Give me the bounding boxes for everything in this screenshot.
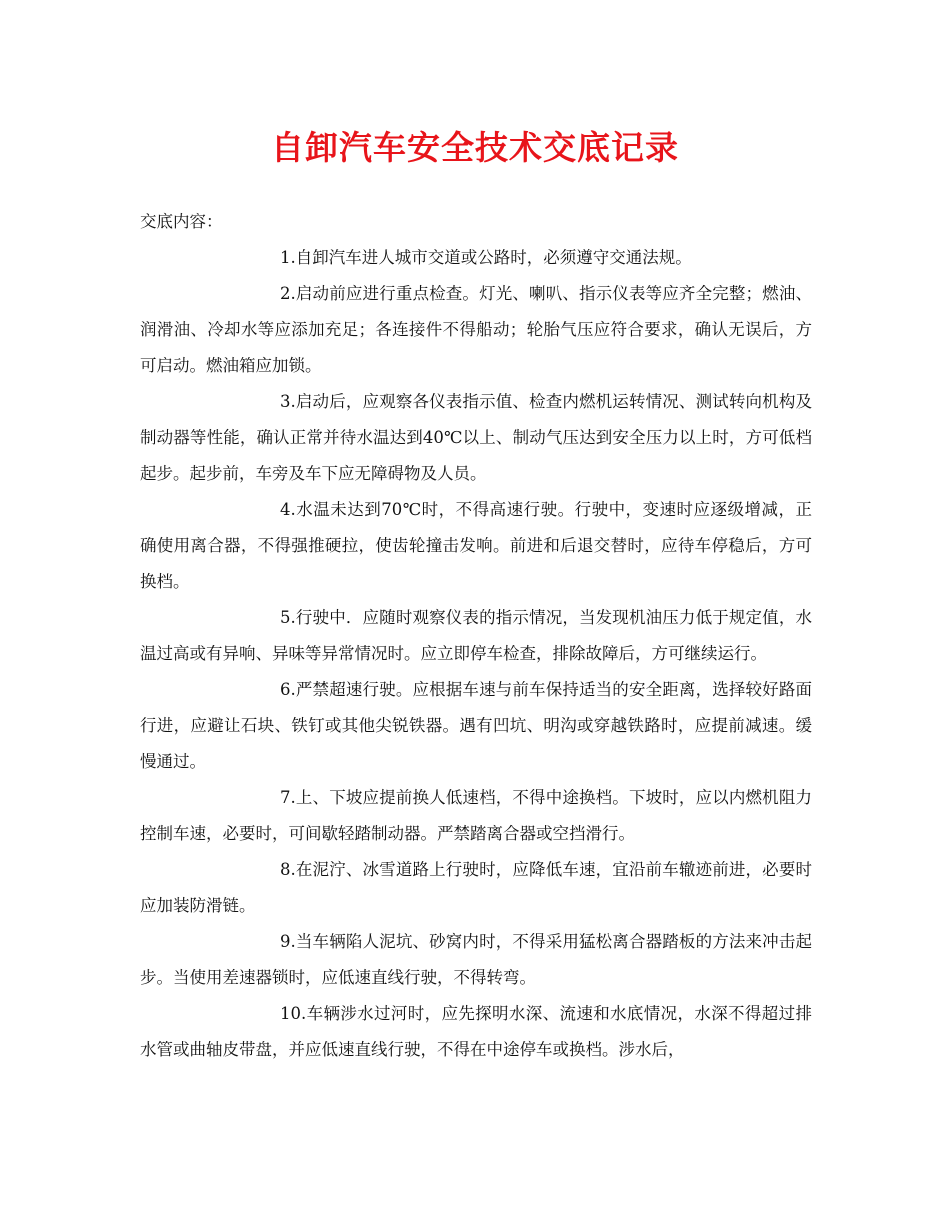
paragraph-2: 2.启动前应进行重点检查。灯光、喇叭、指示仪表等应齐全完整；燃油、润滑油、冷却水等应添加充足；各连接件不得船动；轮胎气压应符合要求，确认无误后，方可启动。燃油箱应加锁。 — [140, 284, 812, 375]
paragraph-9: 9.当车辆陷人泥坑、砂窝内时，不得采用猛松离合器踏板的方法来冲击起步。当使用差速器锁时，应低速直线行驶，不得转弯。 — [140, 932, 812, 987]
paragraph-6: 6.严禁超速行驶。应根据车速与前车保持适当的安全距离，选择较好路面行进，应避让石块、铁钉或其他尖锐铁器。遇有凹坑、明沟或穿越铁路时，应提前减速。缓慢通过。 — [140, 680, 812, 771]
paragraph-3: 3.启动后，应观察各仪表指示值、检查内燃机运转情况、测试转向机构及制动器等性能，确认正常并待水温达到40℃以上、制动气压达到安全压力以上时，方可低档起步。起步前，车旁及车下应无障碍物及人员。 — [140, 392, 812, 483]
document-body — [140, 204, 812, 1068]
intro-label: 交底内容： — [140, 212, 223, 231]
paragraph-8: 8.在泥泞、冰雪道路上行驶时，应降低车速，宜沿前车辙迹前进，必要时应加装防滑链。 — [140, 860, 812, 915]
paragraph-4: 4.水温未达到70℃时，不得高速行驶。行驶中，变速时应逐级增减，正确使用离合器，不得强推硬拉，使齿轮撞击发响。前进和后退交替时，应待车停稳后，方可换档。 — [140, 500, 812, 591]
document-title: 自卸汽车安全技术交底记录 — [271, 128, 679, 167]
paragraph-1: 1.自卸汽车进人城市交道或公路时，必须遵守交通法规。 — [280, 248, 692, 267]
paragraph-5: 5.行驶中．应随时观察仪表的指示情况，当发现机油压力低于规定值，水温过高或有异响、异味等异常情况时。应立即停车检查，排除故障后，方可继续运行。 — [140, 608, 812, 663]
paragraph-7: 7.上、下坡应提前换人低速档，不得中途换档。下坡时，应以内燃机阻力控制车速，必要时，可间歇轻踏制动器。严禁踏离合器或空挡滑行。 — [140, 788, 812, 843]
paragraph-10: 10.车辆涉水过河时，应先探明水深、流速和水底情况，水深不得超过排水管或曲轴皮带盘，并应低速直线行驶，不得在中途停车或换档。涉水后， — [140, 1004, 812, 1059]
